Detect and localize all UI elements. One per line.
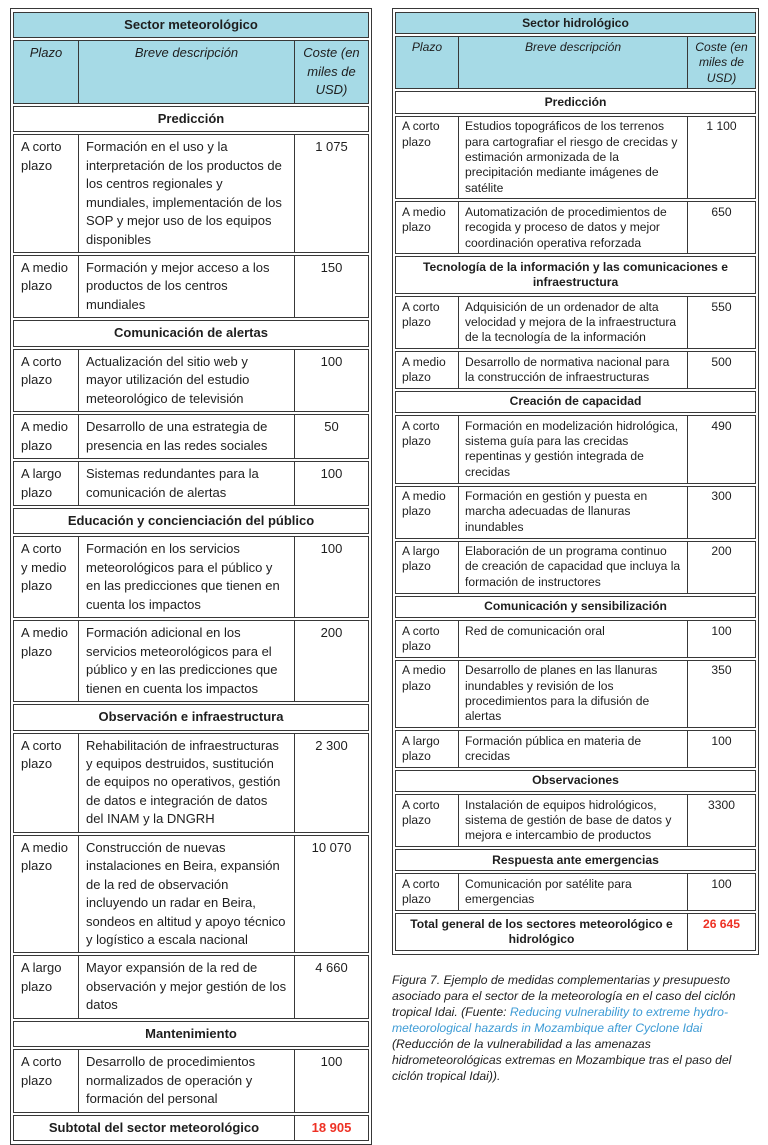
table-row: [13, 134, 369, 253]
table-row: [395, 296, 756, 349]
table-row: [13, 1049, 369, 1112]
grand-total-label: Total general de los sectores meteorológico e hidrológico: [395, 913, 688, 951]
description-cell: Rehabilitación de infraestructuras y equipos destruidos, sustitución de equipos no operativos, gestión de datos e integración de datos del INAM y la DNGRH: [79, 733, 295, 833]
plazo-cell: A corto plazo: [395, 794, 459, 847]
cost-cell: 500: [688, 351, 756, 389]
cost-cell: 300: [688, 486, 756, 539]
figure-caption: [392, 972, 759, 1085]
section-mantenimiento: Mantenimiento: [13, 1021, 369, 1047]
plazo-cell: A corto plazo: [395, 296, 459, 349]
section-header-row: [395, 91, 756, 113]
cost-cell: 100: [295, 349, 369, 412]
col-header-descripcion: Breve descripción: [459, 36, 688, 89]
section-header-row: [13, 508, 369, 534]
caption-source-link[interactable]: Reducing vulnerability to extreme hydro-meteorological hazards in Mozambique after Cyclone Idai: [392, 1005, 729, 1036]
column-header-row: [395, 36, 756, 89]
grand-total-value: 26 645: [688, 913, 756, 951]
cost-cell: 100: [295, 461, 369, 506]
meteorological-table-frame: [10, 8, 372, 1145]
caption-text-after-link: (Reducción de la vulnerabilidad a las amenazas hidrometeorológicas extremas en Mozambique tras el paso del ciclón tropical Idai)).: [392, 1037, 732, 1084]
description-cell: Formación en el uso y la interpretación de los productos de los centros regionales y mundiales, implementación de los SOP y mejor uso de los equipos disponibles: [79, 134, 295, 253]
description-cell: Sistemas redundantes para la comunicación de alertas: [79, 461, 295, 506]
cost-cell: 2 300: [295, 733, 369, 833]
plazo-cell: A corto plazo: [13, 1049, 79, 1112]
table-row: [395, 116, 756, 200]
table-row: [13, 349, 369, 412]
section-header-row: [13, 704, 369, 730]
plazo-cell: A medio plazo: [395, 660, 459, 728]
cost-cell: 1 100: [688, 116, 756, 200]
cost-cell: 490: [688, 415, 756, 483]
left-column: [10, 8, 372, 1145]
section-prediccion: Predicción: [13, 106, 369, 132]
section-header-row: [13, 1021, 369, 1047]
section-educacion: Educación y concienciación del público: [13, 508, 369, 534]
plazo-cell: A corto y medio plazo: [13, 536, 79, 618]
grand-total-row: [395, 913, 756, 951]
cost-cell: 550: [688, 296, 756, 349]
hydrological-table-title: Sector hidrológico: [395, 12, 756, 34]
plazo-cell: A largo plazo: [13, 955, 79, 1018]
description-cell: Formación pública en materia de crecidas: [459, 730, 688, 768]
description-cell: Desarrollo de planes en las llanuras inundables y revisión de los procedimientos para la difusión de alertas: [459, 660, 688, 728]
description-cell: Formación adicional en los servicios meteorológicos para el público y en las predicciones que tienen en cuenta los impactos: [79, 620, 295, 702]
description-cell: Automatización de procedimientos de recogida y proceso de datos y mejor coordinación operativa reforzada: [459, 201, 688, 254]
cost-cell: 3300: [688, 794, 756, 847]
description-cell: Construcción de nuevas instalaciones en Beira, expansión de la red de observación incluyendo un radar en Beira, sondeos en altitud y apoyo técnico y logístico a escala nacional: [79, 835, 295, 954]
plazo-cell: A medio plazo: [395, 351, 459, 389]
table-row: [13, 835, 369, 954]
description-cell: Desarrollo de procedimientos normalizados de operación y formación del personal: [79, 1049, 295, 1112]
col-header-coste: Coste (en miles de USD): [688, 36, 756, 89]
description-cell: Formación en los servicios meteorológicos para el público y en las predicciones que tienen en cuenta los impactos: [79, 536, 295, 618]
description-cell: Mayor expansión de la red de observación y mejor gestión de los datos: [79, 955, 295, 1018]
plazo-cell: A medio plazo: [13, 255, 79, 318]
table-row: [395, 730, 756, 768]
table-row: [13, 620, 369, 702]
section-respuesta-emergencias: Respuesta ante emergencias: [395, 849, 756, 871]
table-row: [395, 660, 756, 728]
plazo-cell: A medio plazo: [13, 620, 79, 702]
cost-cell: 200: [688, 541, 756, 594]
cost-cell: 100: [688, 873, 756, 911]
col-header-descripcion: Breve descripción: [79, 40, 295, 103]
table-row: [395, 486, 756, 539]
plazo-cell: A medio plazo: [13, 414, 79, 459]
description-cell: Formación en modelización hidrológica, sistema guía para las crecidas repentinas y gestión integrada de crecidas: [459, 415, 688, 483]
table-row: [13, 461, 369, 506]
description-cell: Formación en gestión y puesta en marcha adecuadas de llanuras inundables: [459, 486, 688, 539]
description-cell: Desarrollo de una estrategia de presencia en las redes sociales: [79, 414, 295, 459]
plazo-cell: A corto plazo: [13, 733, 79, 833]
section-observaciones: Observaciones: [395, 770, 756, 792]
right-column: [392, 8, 759, 1085]
col-header-coste: Coste (en miles de USD): [295, 40, 369, 103]
caption-text-before-link: Figura 7. Ejemplo de medidas complementarias y presupuesto asociado para el sector de la meteorología en el caso del ciclón tropical Idai. (Fuente:: [392, 972, 736, 1020]
table-row: [13, 955, 369, 1018]
table-row: [395, 351, 756, 389]
section-tecnologia: Tecnología de la información y las comunicaciones e infraestructura: [395, 256, 756, 294]
plazo-cell: A largo plazo: [395, 541, 459, 594]
table-row: [395, 794, 756, 847]
section-header-row: [395, 391, 756, 413]
cost-cell: 4 660: [295, 955, 369, 1018]
description-cell: Instalación de equipos hidrológicos, sistema de gestión de base de datos y mejora e intercambio de productos: [459, 794, 688, 847]
plazo-cell: A largo plazo: [13, 461, 79, 506]
cost-cell: 150: [295, 255, 369, 318]
description-cell: Red de comunicación oral: [459, 620, 688, 658]
section-comunicacion-sensibilizacion: Comunicación y sensibilización: [395, 596, 756, 618]
hydrological-table-frame: [392, 8, 759, 955]
plazo-cell: A corto plazo: [395, 415, 459, 483]
meteorological-table-title: Sector meteorológico: [13, 12, 369, 38]
table-row: [13, 414, 369, 459]
table-row: [13, 733, 369, 833]
table-row: [13, 536, 369, 618]
section-prediccion: Predicción: [395, 91, 756, 113]
section-header-row: [395, 256, 756, 294]
description-cell: Elaboración de un programa continuo de creación de capacidad que incluya la formación de instructores: [459, 541, 688, 594]
cost-cell: 100: [688, 730, 756, 768]
section-observacion: Observación e infraestructura: [13, 704, 369, 730]
description-cell: Desarrollo de normativa nacional para la construcción de infraestructuras: [459, 351, 688, 389]
plazo-cell: A medio plazo: [395, 486, 459, 539]
cost-cell: 350: [688, 660, 756, 728]
section-header-row: [395, 770, 756, 792]
table-title-row: [13, 12, 369, 38]
description-cell: Actualización del sitio web y mayor utilización del estudio meteorológico de televisión: [79, 349, 295, 412]
column-header-row: [13, 40, 369, 103]
table-row: [395, 201, 756, 254]
section-header-row: [395, 849, 756, 871]
meteorological-sector-table: [13, 10, 369, 1143]
section-comunicacion-alertas: Comunicación de alertas: [13, 320, 369, 346]
plazo-cell: A corto plazo: [395, 620, 459, 658]
subtotal-row: [13, 1115, 369, 1141]
description-cell: Estudios topográficos de los terrenos para cartografiar el riesgo de crecidas y estimación armonizada de la precipitación mediante imágenes de satélite: [459, 116, 688, 200]
section-header-row: [13, 106, 369, 132]
description-cell: Comunicación por satélite para emergencias: [459, 873, 688, 911]
cost-cell: 100: [295, 536, 369, 618]
cost-cell: 100: [688, 620, 756, 658]
table-row: [395, 620, 756, 658]
table-row: [395, 541, 756, 594]
col-header-plazo: Plazo: [395, 36, 459, 89]
plazo-cell: A corto plazo: [395, 873, 459, 911]
cost-cell: 50: [295, 414, 369, 459]
cost-cell: 100: [295, 1049, 369, 1112]
cost-cell: 1 075: [295, 134, 369, 253]
hydrological-sector-table: [395, 10, 756, 953]
cost-cell: 10 070: [295, 835, 369, 954]
subtotal-label: Subtotal del sector meteorológico: [13, 1115, 295, 1141]
plazo-cell: A medio plazo: [395, 201, 459, 254]
plazo-cell: A corto plazo: [13, 134, 79, 253]
col-header-plazo: Plazo: [13, 40, 79, 103]
description-cell: Adquisición de un ordenador de alta velocidad y mejora de la infraestructura de la tecnología de la información: [459, 296, 688, 349]
plazo-cell: A corto plazo: [395, 116, 459, 200]
table-row: [395, 873, 756, 911]
plazo-cell: A largo plazo: [395, 730, 459, 768]
description-cell: Formación y mejor acceso a los productos de los centros mundiales: [79, 255, 295, 318]
plazo-cell: A medio plazo: [13, 835, 79, 954]
plazo-cell: A corto plazo: [13, 349, 79, 412]
cost-cell: 200: [295, 620, 369, 702]
table-row: [13, 255, 369, 318]
section-header-row: [395, 596, 756, 618]
section-creacion-capacidad: Creación de capacidad: [395, 391, 756, 413]
cost-cell: 650: [688, 201, 756, 254]
table-title-row: [395, 12, 756, 34]
table-row: [395, 415, 756, 483]
section-header-row: [13, 320, 369, 346]
subtotal-value: 18 905: [295, 1115, 369, 1141]
